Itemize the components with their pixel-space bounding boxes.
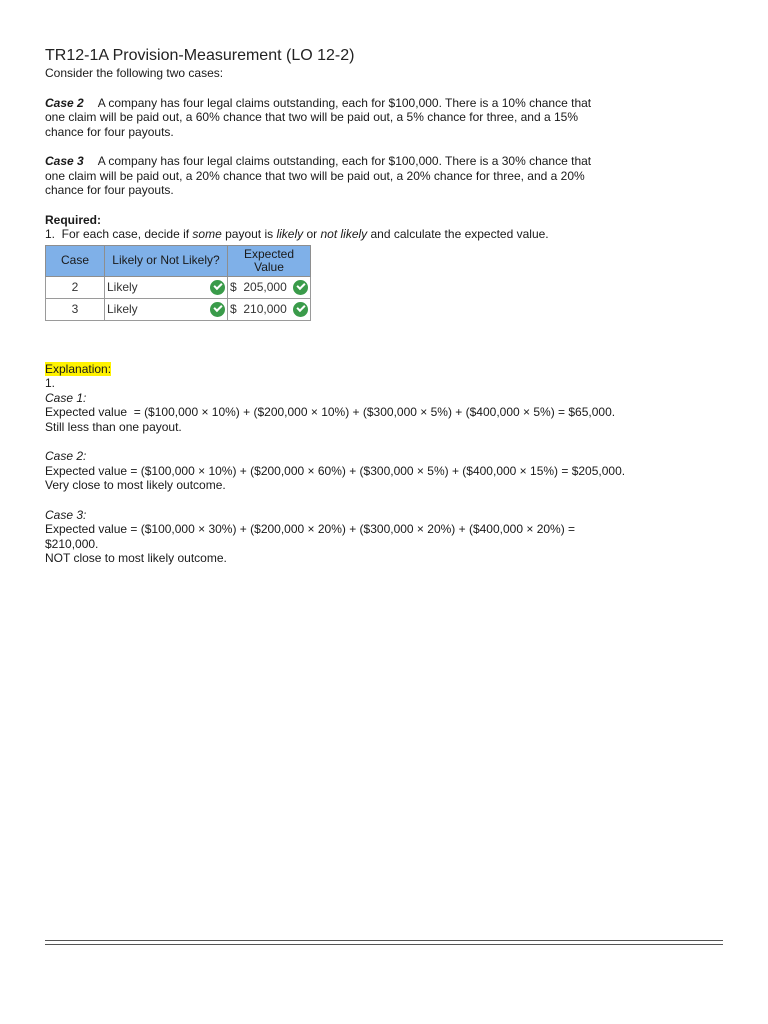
explanation-case-2-formula: Expected value = ($100,000 × 10%) + ($200,000 × 60%) + ($300,000 × 5%) + ($400,000 × 15%) = $205,000. bbox=[45, 463, 626, 478]
case-3-line-3: chance for four payouts. bbox=[45, 183, 174, 197]
required-section bbox=[45, 213, 725, 321]
row-expected-value: 205,000 bbox=[243, 280, 287, 294]
case-2-block bbox=[45, 96, 725, 140]
case-2-label: Case 2 bbox=[45, 95, 84, 110]
row-likely-cell[interactable] bbox=[105, 298, 228, 320]
row-value-cell[interactable] bbox=[228, 276, 311, 298]
row-case-number: 2 bbox=[46, 276, 105, 298]
explanation-case-3-formula: Expected value = ($100,000 × 30%) + ($200,000 × 20%) + ($300,000 × 20%) + ($400,000 × 20%) = bbox=[45, 522, 576, 536]
table-row bbox=[46, 276, 311, 298]
row-value-cell[interactable] bbox=[228, 298, 311, 320]
footer-divider bbox=[45, 940, 723, 945]
explanation-number: 1. bbox=[45, 376, 56, 390]
row-likely-cell[interactable] bbox=[105, 276, 228, 298]
header-case: Case bbox=[46, 245, 105, 276]
case-3-line-2: one claim will be paid out, a 20% chance that two will be paid out, a 20% chance for three, and a 20% bbox=[45, 168, 585, 183]
row-likely-value: Likely bbox=[107, 280, 138, 294]
explanation-case-2-note: Very close to most likely outcome. bbox=[45, 478, 226, 492]
check-icon bbox=[293, 280, 308, 295]
case-3-block bbox=[45, 154, 725, 198]
explanation-case-1 bbox=[45, 391, 725, 435]
page-title: TR12-1A Provision-Measurement (LO 12-2) bbox=[45, 47, 355, 64]
case-2-line-3: chance for four payouts. bbox=[45, 124, 174, 139]
answers-table bbox=[45, 245, 311, 321]
check-icon bbox=[210, 302, 225, 317]
table-header-row bbox=[46, 245, 311, 276]
row-expected-value: 210,000 bbox=[243, 302, 287, 316]
check-icon bbox=[293, 302, 308, 317]
explanation-case-1-formula: Expected value = ($100,000 × 10%) + ($200,000 × 10%) + ($300,000 × 5%) + ($400,000 × 5%) = $65,000. bbox=[45, 405, 616, 419]
explanation-case-3-result: $210,000. bbox=[45, 536, 99, 551]
explanation-case-3-label: Case 3: bbox=[45, 507, 87, 522]
explanation-case-3 bbox=[45, 508, 725, 566]
currency-symbol: $ bbox=[230, 280, 237, 294]
explanation-case-3-note: NOT close to most likely outcome. bbox=[45, 551, 227, 565]
row-case-number: 3 bbox=[46, 298, 105, 320]
table-row bbox=[46, 298, 311, 320]
case-2-line-1: A company has four legal claims outstanding, each for $100,000. There is a 10% chance that bbox=[97, 95, 592, 110]
required-heading: Required: bbox=[45, 212, 102, 227]
document-page bbox=[45, 46, 725, 566]
explanation-section: Explanation: 1. Case 1: Expected value = ($100,000 × 10%) + ($200,000 × 10%) + ($300,000 × 5%) + ($400,000 × 5%) = $65,000. Still less than one payout. Case 2: Expected value = ($100,000 × 10%) + ($200,000 × 60%) + ($300,000 × 5%) + ($400,000 × 15%) = $205,000. Very close to most likely outcome. Case 3: Expected value = ($100,000 × 30%) + ($200,000 × 20%) + ($300,000 × 20%) + ($400,000 × 20%) = $210,000. NOT close to most likely outcome. bbox=[45, 362, 725, 566]
explanation-case-2-label: Case 2: bbox=[45, 449, 87, 463]
explanation-case-1-label: Case 1: bbox=[45, 390, 87, 405]
explanation-heading: Explanation bbox=[45, 361, 108, 376]
case-3-line-1: A company has four legal claims outstanding, each for $100,000. There is a 30% chance that bbox=[97, 154, 592, 168]
explanation-case-1-note: Still less than one payout. bbox=[45, 419, 182, 434]
explanation-case-2 bbox=[45, 449, 725, 493]
case-3-label: Case 3 bbox=[45, 154, 84, 168]
required-question: 1. For each case, decide if some payout is likely or not likely and calculate the expected value. bbox=[45, 227, 549, 241]
check-icon bbox=[210, 280, 225, 295]
header-expected-value: Expected Value bbox=[228, 245, 311, 276]
header-likely: Likely or Not Likely? bbox=[105, 245, 228, 276]
row-likely-value: Likely bbox=[107, 302, 138, 316]
case-2-line-2: one claim will be paid out, a 60% chance that two will be paid out, a 5% chance for three, and a 15% bbox=[45, 110, 578, 124]
intro-text: Consider the following two cases: bbox=[45, 66, 224, 80]
currency-symbol: $ bbox=[230, 302, 237, 316]
